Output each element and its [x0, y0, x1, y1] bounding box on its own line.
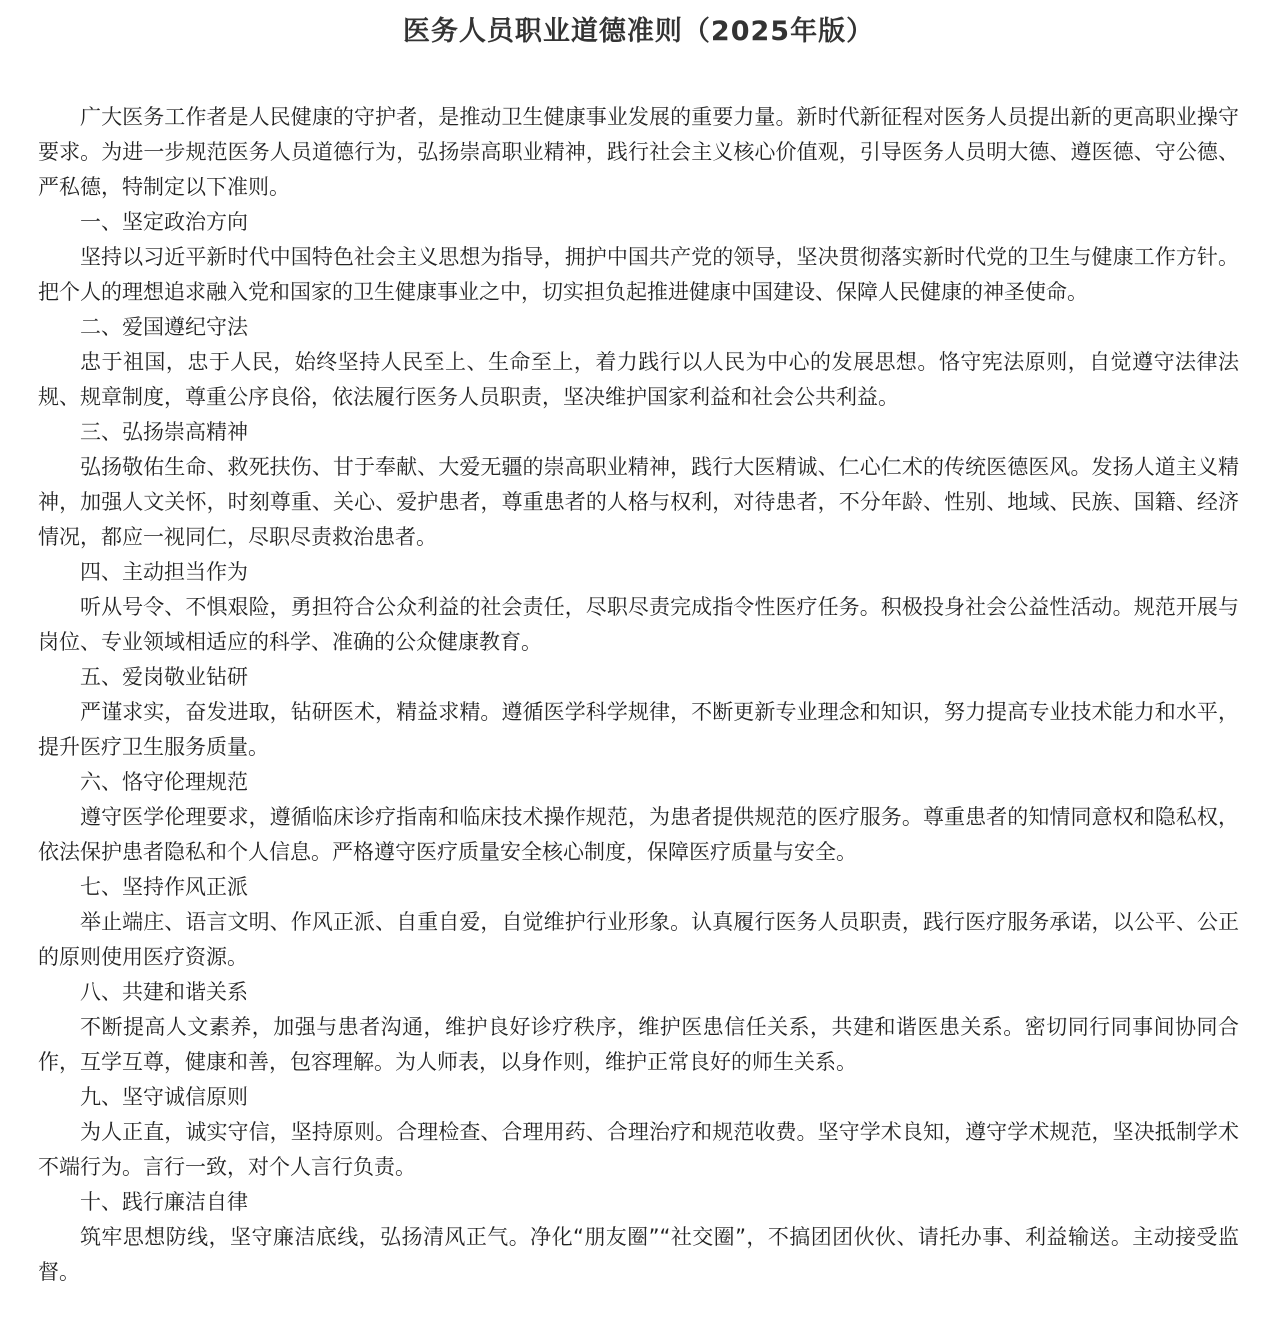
section-6	[38, 765, 1239, 870]
section-2	[38, 310, 1239, 415]
section-4	[38, 555, 1239, 660]
section-heading: 五、爱岗敬业钻研	[80, 665, 248, 689]
section-text: 不断提高人文素养，加强与患者沟通，维护良好诊疗秩序，维护医患信任关系，共建和谐医患关系。密切同行同事间协同合作，互学互尊，健康和善，包容理解。为人师表，以身作则，维护正常良好的师生关系。	[38, 1015, 1239, 1074]
section-text: 听从号令、不惧艰险，勇担符合公众利益的社会责任，尽职尽责完成指令性医疗任务。积极投身社会公益性活动。规范开展与岗位、专业领域相适应的科学、准确的公众健康教育。	[38, 595, 1239, 654]
section-heading: 九、坚守诚信原则	[80, 1085, 248, 1109]
section-heading: 四、主动担当作为	[80, 560, 248, 584]
section-1	[38, 205, 1239, 310]
section-9	[38, 1080, 1239, 1185]
section-text: 举止端庄、语言文明、作风正派、自重自爱，自觉维护行业形象。认真履行医务人员职责，践行医疗服务承诺，以公平、公正的原则使用医疗资源。	[38, 910, 1239, 969]
section-heading: 三、弘扬崇高精神	[80, 420, 248, 444]
section-text: 筑牢思想防线，坚守廉洁底线，弘扬清风正气。净化“朋友圈”“社交圈”，不搞团团伙伙、请托办事、利益输送。主动接受监督。	[38, 1225, 1239, 1284]
section-10	[38, 1185, 1239, 1290]
section-7	[38, 870, 1239, 975]
section-text: 遵守医学伦理要求，遵循临床诊疗指南和临床技术操作规范，为患者提供规范的医疗服务。尊重患者的知情同意权和隐私权，依法保护患者隐私和个人信息。严格遵守医疗质量安全核心制度，保障医疗质量与安全。	[38, 805, 1239, 864]
section-text: 弘扬敬佑生命、救死扶伤、甘于奉献、大爱无疆的崇高职业精神，践行大医精诚、仁心仁术的传统医德医风。发扬人道主义精神，加强人文关怀，时刻尊重、关心、爱护患者，尊重患者的人格与权利，对待患者，不分年龄、性别、地域、民族、国籍、经济情况，都应一视同仁，尽职尽责救治患者。	[38, 455, 1239, 549]
section-heading: 二、爱国遵纪守法	[80, 315, 248, 339]
section-heading: 一、坚定政治方向	[80, 210, 248, 234]
intro-paragraph: 广大医务工作者是人民健康的守护者，是推动卫生健康事业发展的重要力量。新时代新征程对医务人员提出新的更高职业操守要求。为进一步规范医务人员道德行为，弘扬崇高职业精神，践行社会主义核心价值观，引导医务人员明大德、遵医德、守公德、严私德，特制定以下准则。	[38, 105, 1239, 199]
section-text: 忠于祖国，忠于人民，始终坚持人民至上、生命至上，着力践行以人民为中心的发展思想。恪守宪法原则，自觉遵守法律法规、规章制度，尊重公序良俗，依法履行医务人员职责，坚决维护国家利益和社会公共利益。	[38, 350, 1239, 409]
section-text: 为人正直，诚实守信，坚持原则。合理检查、合理用药、合理治疗和规范收费。坚守学术良知，遵守学术规范，坚决抵制学术不端行为。言行一致，对个人言行负责。	[38, 1120, 1239, 1179]
section-text: 坚持以习近平新时代中国特色社会主义思想为指导，拥护中国共产党的领导，坚决贯彻落实新时代党的卫生与健康工作方针。把个人的理想追求融入党和国家的卫生健康事业之中，切实担负起推进健康中国建设、保障人民健康的神圣使命。	[38, 245, 1239, 304]
section-heading: 八、共建和谐关系	[80, 980, 248, 1004]
section-heading: 七、坚持作风正派	[80, 875, 248, 899]
section-8	[38, 975, 1239, 1080]
section-heading: 十、践行廉洁自律	[80, 1190, 248, 1214]
document-title: 医务人员职业道德准则（2025年版）	[402, 16, 875, 47]
document-body	[38, 100, 1239, 1290]
section-text: 严谨求实，奋发进取，钻研医术，精益求精。遵循医学科学规律，不断更新专业理念和知识，努力提高专业技术能力和水平，提升医疗卫生服务质量。	[38, 700, 1239, 759]
section-3	[38, 415, 1239, 555]
section-heading: 六、恪守伦理规范	[80, 770, 248, 794]
section-5	[38, 660, 1239, 765]
